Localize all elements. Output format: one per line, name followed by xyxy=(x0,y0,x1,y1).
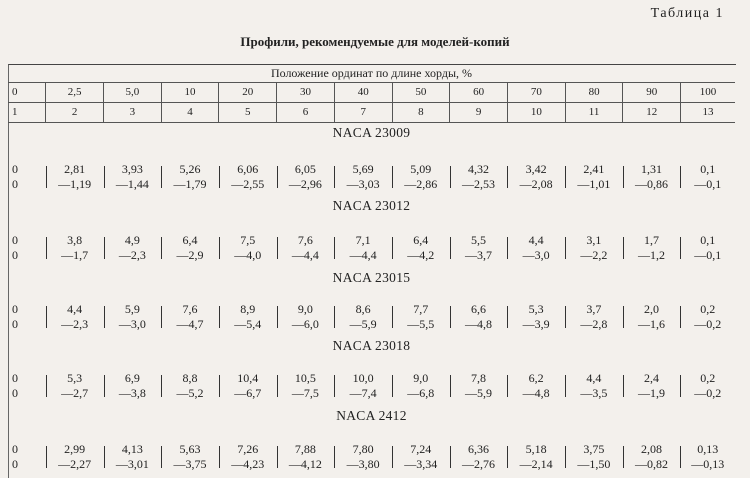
cell-divider xyxy=(104,166,105,188)
upper-ordinate: 5,3 xyxy=(67,371,83,385)
upper-ordinate: 0,13 xyxy=(697,442,719,456)
cell-divider xyxy=(450,237,451,259)
lower-ordinate: —2,14 xyxy=(519,457,553,471)
ordinate-cell xyxy=(219,160,277,194)
cell-divider xyxy=(277,306,278,328)
table-title: Профили, рекомендуемые для моделей-копий xyxy=(240,34,510,49)
position-header-cell: 10 xyxy=(162,83,220,102)
lower-ordinate: —3,0 xyxy=(118,317,146,331)
ordinate-cell xyxy=(161,440,219,474)
cell-divider xyxy=(565,446,566,468)
cell-divider xyxy=(334,237,335,259)
lower-ordinate: —4,23 xyxy=(231,457,265,471)
ordinate-cell xyxy=(219,300,277,334)
lower-ordinate: —6,0 xyxy=(291,317,319,331)
upper-ordinate: 4,9 xyxy=(124,233,140,247)
upper-ordinate: 0 xyxy=(12,302,18,316)
ordinate-cell xyxy=(277,369,335,403)
ordinate-cell xyxy=(277,160,335,194)
cell-divider xyxy=(680,166,681,188)
upper-ordinate: 3,75 xyxy=(583,442,605,456)
upper-ordinate: 2,08 xyxy=(641,442,663,456)
upper-ordinate: 7,5 xyxy=(240,233,256,247)
cell-divider xyxy=(623,166,624,188)
lower-ordinate: —3,03 xyxy=(346,177,380,191)
upper-ordinate: 5,3 xyxy=(528,302,544,316)
upper-ordinate: 6,36 xyxy=(467,442,489,456)
cell-divider xyxy=(277,375,278,397)
cell-divider xyxy=(565,375,566,397)
upper-ordinate: 9,0 xyxy=(297,302,313,316)
ordinate-cell xyxy=(450,231,508,265)
ordinate-cell xyxy=(46,300,104,334)
ordinate-cell xyxy=(623,369,681,403)
upper-ordinate: 0,1 xyxy=(700,233,716,247)
ordinate-cell xyxy=(507,160,565,194)
upper-ordinate: 0 xyxy=(12,371,18,385)
upper-ordinate: 7,88 xyxy=(294,442,316,456)
upper-ordinate: 0,2 xyxy=(700,302,716,316)
cell-divider xyxy=(680,306,681,328)
cell-divider xyxy=(161,306,162,328)
cell-divider xyxy=(104,237,105,259)
upper-ordinate: 6,4 xyxy=(182,233,198,247)
profile-data-row xyxy=(8,440,735,474)
lower-ordinate: —2,27 xyxy=(58,457,92,471)
upper-ordinate: 5,9 xyxy=(124,302,140,316)
cell-divider xyxy=(565,306,566,328)
lower-ordinate: —4,4 xyxy=(349,248,377,262)
lower-ordinate: —3,01 xyxy=(115,457,149,471)
ordinate-cell xyxy=(334,231,392,265)
profile-data-row xyxy=(8,300,735,334)
ordinate-cell xyxy=(46,160,104,194)
ordinate-cell xyxy=(277,231,335,265)
cell-divider xyxy=(219,237,220,259)
ordinate-cell xyxy=(46,231,104,265)
upper-ordinate: 4,4 xyxy=(586,371,602,385)
position-header-cell: 20 xyxy=(219,83,277,102)
column-number-cell: 4 xyxy=(162,103,220,122)
position-header-cell: 2,5 xyxy=(46,83,104,102)
cell-divider xyxy=(46,237,47,259)
position-header-cell: 80 xyxy=(566,83,624,102)
cell-divider xyxy=(565,237,566,259)
cell-divider xyxy=(392,237,393,259)
cell-divider xyxy=(623,375,624,397)
upper-ordinate: 5,18 xyxy=(525,442,547,456)
upper-ordinate: 2,0 xyxy=(644,302,660,316)
lower-ordinate: —2,8 xyxy=(580,317,608,331)
upper-ordinate: 9,0 xyxy=(413,371,429,385)
lower-ordinate: —4,2 xyxy=(407,248,435,262)
upper-ordinate: 2,41 xyxy=(583,162,605,176)
lower-ordinate: —7,5 xyxy=(291,386,319,400)
table-number: Таблица 1 xyxy=(650,6,724,21)
upper-ordinate: 5,63 xyxy=(179,442,201,456)
upper-ordinate: 6,4 xyxy=(413,233,429,247)
upper-ordinate: 7,6 xyxy=(297,233,313,247)
ordinate-cell xyxy=(161,160,219,194)
cell-divider xyxy=(392,446,393,468)
cell-divider xyxy=(219,306,220,328)
ordinate-cell xyxy=(104,300,162,334)
upper-ordinate: 3,8 xyxy=(67,233,83,247)
lower-ordinate: —1,9 xyxy=(638,386,666,400)
profile-data-row xyxy=(8,231,735,265)
ordinate-cell xyxy=(392,440,450,474)
profile-title: NACA 2412 xyxy=(336,408,407,423)
lower-ordinate: —5,9 xyxy=(349,317,377,331)
column-number-cell: 1 xyxy=(8,103,46,122)
ordinate-cell xyxy=(46,440,104,474)
upper-ordinate: 7,26 xyxy=(237,442,259,456)
upper-ordinate: 2,81 xyxy=(64,162,86,176)
lower-ordinate: —1,19 xyxy=(58,177,92,191)
lower-ordinate: —6,8 xyxy=(407,386,435,400)
lower-ordinate: —2,2 xyxy=(580,248,608,262)
lower-ordinate: —0,86 xyxy=(635,177,669,191)
ordinate-cell xyxy=(161,300,219,334)
upper-ordinate: 1,31 xyxy=(641,162,663,176)
cell-divider xyxy=(161,446,162,468)
profile-title: NACA 23012 xyxy=(332,198,411,213)
upper-ordinate: 5,5 xyxy=(470,233,486,247)
cell-divider xyxy=(219,446,220,468)
ordinate-cell xyxy=(8,369,46,403)
lower-ordinate: —3,75 xyxy=(173,457,207,471)
cell-divider xyxy=(623,237,624,259)
lower-ordinate: —0,82 xyxy=(635,457,669,471)
upper-ordinate: 7,24 xyxy=(410,442,432,456)
lower-ordinate: —3,34 xyxy=(404,457,438,471)
cell-divider xyxy=(334,446,335,468)
ordinate-cell xyxy=(623,160,681,194)
lower-ordinate: —4,4 xyxy=(291,248,319,262)
column-number-cell: 5 xyxy=(219,103,277,122)
column-number-cell: 11 xyxy=(566,103,624,122)
ordinate-cell xyxy=(450,369,508,403)
upper-ordinate: 0 xyxy=(12,442,18,456)
profile-data-row xyxy=(8,369,735,403)
lower-ordinate: —2,53 xyxy=(461,177,495,191)
upper-ordinate: 3,1 xyxy=(586,233,602,247)
lower-ordinate: —3,8 xyxy=(118,386,146,400)
ordinate-cell xyxy=(450,440,508,474)
cell-divider xyxy=(277,166,278,188)
lower-ordinate: —1,50 xyxy=(577,457,611,471)
ordinate-cell xyxy=(680,369,735,403)
ordinate-cell xyxy=(334,369,392,403)
lower-ordinate: —1,79 xyxy=(173,177,207,191)
ordinate-cell xyxy=(565,440,623,474)
upper-ordinate: 4,32 xyxy=(467,162,489,176)
ordinate-cell xyxy=(623,440,681,474)
ordinate-cell xyxy=(680,160,735,194)
upper-ordinate: 0 xyxy=(12,233,18,247)
position-header-cell: 40 xyxy=(335,83,393,102)
upper-ordinate: 3,93 xyxy=(121,162,143,176)
cell-divider xyxy=(623,446,624,468)
upper-ordinate: 3,42 xyxy=(525,162,547,176)
lower-ordinate: —1,6 xyxy=(638,317,666,331)
ordinate-cell xyxy=(104,440,162,474)
cell-divider xyxy=(161,166,162,188)
lower-ordinate: —1,2 xyxy=(638,248,666,262)
lower-ordinate: —2,08 xyxy=(519,177,553,191)
ordinate-cell xyxy=(219,369,277,403)
lower-ordinate: —0,1 xyxy=(694,177,722,191)
ordinate-cell xyxy=(565,160,623,194)
upper-ordinate: 7,8 xyxy=(470,371,486,385)
profile-title: NACA 23015 xyxy=(332,270,411,285)
ordinate-cell xyxy=(334,300,392,334)
positions-caption: Положение ординат по длине хорды, % xyxy=(8,64,735,83)
ordinate-cell xyxy=(565,369,623,403)
cell-divider xyxy=(680,446,681,468)
ordinate-cell xyxy=(8,160,46,194)
upper-ordinate: 4,4 xyxy=(67,302,83,316)
positions-header-row xyxy=(8,83,735,103)
lower-ordinate: 0 xyxy=(12,386,18,400)
ordinate-cell xyxy=(507,231,565,265)
cell-divider xyxy=(507,237,508,259)
upper-ordinate: 0,2 xyxy=(700,371,716,385)
cell-divider xyxy=(161,375,162,397)
upper-ordinate: 5,09 xyxy=(410,162,432,176)
ordinate-cell xyxy=(8,440,46,474)
lower-ordinate: —4,12 xyxy=(288,457,322,471)
cell-divider xyxy=(450,166,451,188)
lower-ordinate: —4,7 xyxy=(176,317,204,331)
ordinate-cell xyxy=(104,231,162,265)
lower-ordinate: —2,7 xyxy=(61,386,89,400)
position-header-cell: 0 xyxy=(8,83,46,102)
lower-ordinate: —5,2 xyxy=(176,386,204,400)
position-header-cell: 60 xyxy=(450,83,508,102)
lower-ordinate: —2,86 xyxy=(404,177,438,191)
cell-divider xyxy=(680,237,681,259)
upper-ordinate: 6,9 xyxy=(124,371,140,385)
ordinate-cell xyxy=(104,160,162,194)
profile-data-row xyxy=(8,160,735,194)
cell-divider xyxy=(277,237,278,259)
ordinate-cell xyxy=(8,300,46,334)
cell-divider xyxy=(392,375,393,397)
upper-ordinate: 5,26 xyxy=(179,162,201,176)
lower-ordinate: —1,44 xyxy=(115,177,149,191)
ordinate-cell xyxy=(277,440,335,474)
upper-ordinate: 8,6 xyxy=(355,302,371,316)
ordinate-cell xyxy=(334,440,392,474)
cell-divider xyxy=(565,166,566,188)
cell-divider xyxy=(161,237,162,259)
column-number-cell: 2 xyxy=(46,103,104,122)
upper-ordinate: 10,0 xyxy=(352,371,374,385)
upper-ordinate: 0 xyxy=(12,162,18,176)
ordinate-cell xyxy=(8,231,46,265)
column-number-cell: 3 xyxy=(104,103,162,122)
position-header-cell: 50 xyxy=(393,83,451,102)
profile-title: NACA 23018 xyxy=(332,338,411,353)
cell-divider xyxy=(46,375,47,397)
lower-ordinate: —5,5 xyxy=(407,317,435,331)
cell-divider xyxy=(450,375,451,397)
cell-divider xyxy=(334,166,335,188)
lower-ordinate: —2,55 xyxy=(231,177,265,191)
lower-ordinate: —2,3 xyxy=(61,317,89,331)
column-numbers-row xyxy=(8,103,735,123)
position-header-cell: 30 xyxy=(277,83,335,102)
cell-divider xyxy=(623,306,624,328)
column-number-cell: 12 xyxy=(623,103,681,122)
lower-ordinate: —4,8 xyxy=(464,317,492,331)
ordinate-cell xyxy=(161,231,219,265)
ordinate-cell xyxy=(507,369,565,403)
upper-ordinate: 10,4 xyxy=(237,371,259,385)
cell-divider xyxy=(392,306,393,328)
upper-ordinate: 7,6 xyxy=(182,302,198,316)
upper-ordinate: 4,4 xyxy=(528,233,544,247)
ordinate-cell xyxy=(392,369,450,403)
lower-ordinate: —0,2 xyxy=(694,317,722,331)
ordinate-cell xyxy=(450,160,508,194)
cell-divider xyxy=(507,375,508,397)
lower-ordinate: —3,0 xyxy=(522,248,550,262)
ordinate-cell xyxy=(623,231,681,265)
upper-ordinate: 10,5 xyxy=(294,371,316,385)
upper-ordinate: 5,69 xyxy=(352,162,374,176)
column-number-cell: 9 xyxy=(450,103,508,122)
lower-ordinate: —2,76 xyxy=(461,457,495,471)
upper-ordinate: 4,13 xyxy=(121,442,143,456)
upper-ordinate: 0,1 xyxy=(700,162,716,176)
lower-ordinate: 0 xyxy=(12,457,18,471)
lower-ordinate: —5,9 xyxy=(464,386,492,400)
cell-divider xyxy=(450,306,451,328)
ordinate-cell xyxy=(680,440,735,474)
upper-ordinate: 2,4 xyxy=(644,371,660,385)
ordinate-cell xyxy=(392,231,450,265)
upper-ordinate: 6,05 xyxy=(294,162,316,176)
upper-ordinate: 7,1 xyxy=(355,233,371,247)
ordinate-cell xyxy=(104,369,162,403)
lower-ordinate: —2,9 xyxy=(176,248,204,262)
upper-ordinate: 6,2 xyxy=(528,371,544,385)
ordinate-cell xyxy=(219,440,277,474)
lower-ordinate: —2,3 xyxy=(118,248,146,262)
cell-divider xyxy=(104,375,105,397)
lower-ordinate: —6,7 xyxy=(234,386,262,400)
upper-ordinate: 7,7 xyxy=(413,302,429,316)
lower-ordinate: —4,8 xyxy=(522,386,550,400)
lower-ordinate: —7,4 xyxy=(349,386,377,400)
column-number-cell: 13 xyxy=(702,106,714,118)
ordinate-cell xyxy=(161,369,219,403)
cell-divider xyxy=(507,446,508,468)
lower-ordinate: —1,7 xyxy=(61,248,89,262)
lower-ordinate: —3,7 xyxy=(464,248,492,262)
cell-divider xyxy=(219,166,220,188)
lower-ordinate: 0 xyxy=(12,177,18,191)
cell-divider xyxy=(507,166,508,188)
lower-ordinate: —0,13 xyxy=(691,457,725,471)
upper-ordinate: 8,9 xyxy=(240,302,256,316)
column-number-cell: 10 xyxy=(508,103,566,122)
lower-ordinate: —4,0 xyxy=(234,248,262,262)
cell-divider xyxy=(46,306,47,328)
position-header-cell: 90 xyxy=(623,83,681,102)
cell-divider xyxy=(334,306,335,328)
cell-divider xyxy=(46,166,47,188)
cell-divider xyxy=(334,375,335,397)
cell-divider xyxy=(104,306,105,328)
ordinate-cell xyxy=(277,300,335,334)
upper-ordinate: 6,06 xyxy=(237,162,259,176)
lower-ordinate: —2,96 xyxy=(288,177,322,191)
lower-ordinate: —0,2 xyxy=(694,386,722,400)
cell-divider xyxy=(680,375,681,397)
lower-ordinate: 0 xyxy=(12,317,18,331)
ordinate-cell xyxy=(565,300,623,334)
ordinate-cell xyxy=(680,300,735,334)
position-header-cell: 100 xyxy=(699,86,717,98)
ordinate-cell xyxy=(392,160,450,194)
cell-divider xyxy=(277,446,278,468)
lower-ordinate: —3,80 xyxy=(346,457,380,471)
cell-divider xyxy=(507,306,508,328)
column-number-cell: 6 xyxy=(277,103,335,122)
lower-ordinate: 0 xyxy=(12,248,18,262)
ordinate-cell xyxy=(46,369,104,403)
ordinate-cell xyxy=(334,160,392,194)
lower-ordinate: —3,9 xyxy=(522,317,550,331)
position-header-cell: 5,0 xyxy=(104,83,162,102)
upper-ordinate: 8,8 xyxy=(182,371,198,385)
lower-ordinate: —1,01 xyxy=(577,177,611,191)
ordinate-cell xyxy=(565,231,623,265)
ordinate-cell xyxy=(392,300,450,334)
ordinate-cell xyxy=(680,231,735,265)
ordinate-cell xyxy=(507,300,565,334)
lower-ordinate: —3,5 xyxy=(580,386,608,400)
upper-ordinate: 1,7 xyxy=(644,233,660,247)
column-number-cell: 7 xyxy=(335,103,393,122)
ordinate-cell xyxy=(219,231,277,265)
column-number-cell: 8 xyxy=(393,103,451,122)
upper-ordinate: 3,7 xyxy=(586,302,602,316)
ordinate-cell xyxy=(623,300,681,334)
lower-ordinate: —5,4 xyxy=(234,317,262,331)
ordinate-cell xyxy=(450,300,508,334)
cell-divider xyxy=(392,166,393,188)
cell-divider xyxy=(450,446,451,468)
ordinate-cell xyxy=(507,440,565,474)
cell-divider xyxy=(219,375,220,397)
lower-ordinate: —0,1 xyxy=(694,248,722,262)
cell-divider xyxy=(104,446,105,468)
upper-ordinate: 6,6 xyxy=(470,302,486,316)
profile-title: NACA 23009 xyxy=(332,125,411,140)
upper-ordinate: 2,99 xyxy=(64,442,86,456)
position-header-cell: 70 xyxy=(508,83,566,102)
cell-divider xyxy=(46,446,47,468)
upper-ordinate: 7,80 xyxy=(352,442,374,456)
